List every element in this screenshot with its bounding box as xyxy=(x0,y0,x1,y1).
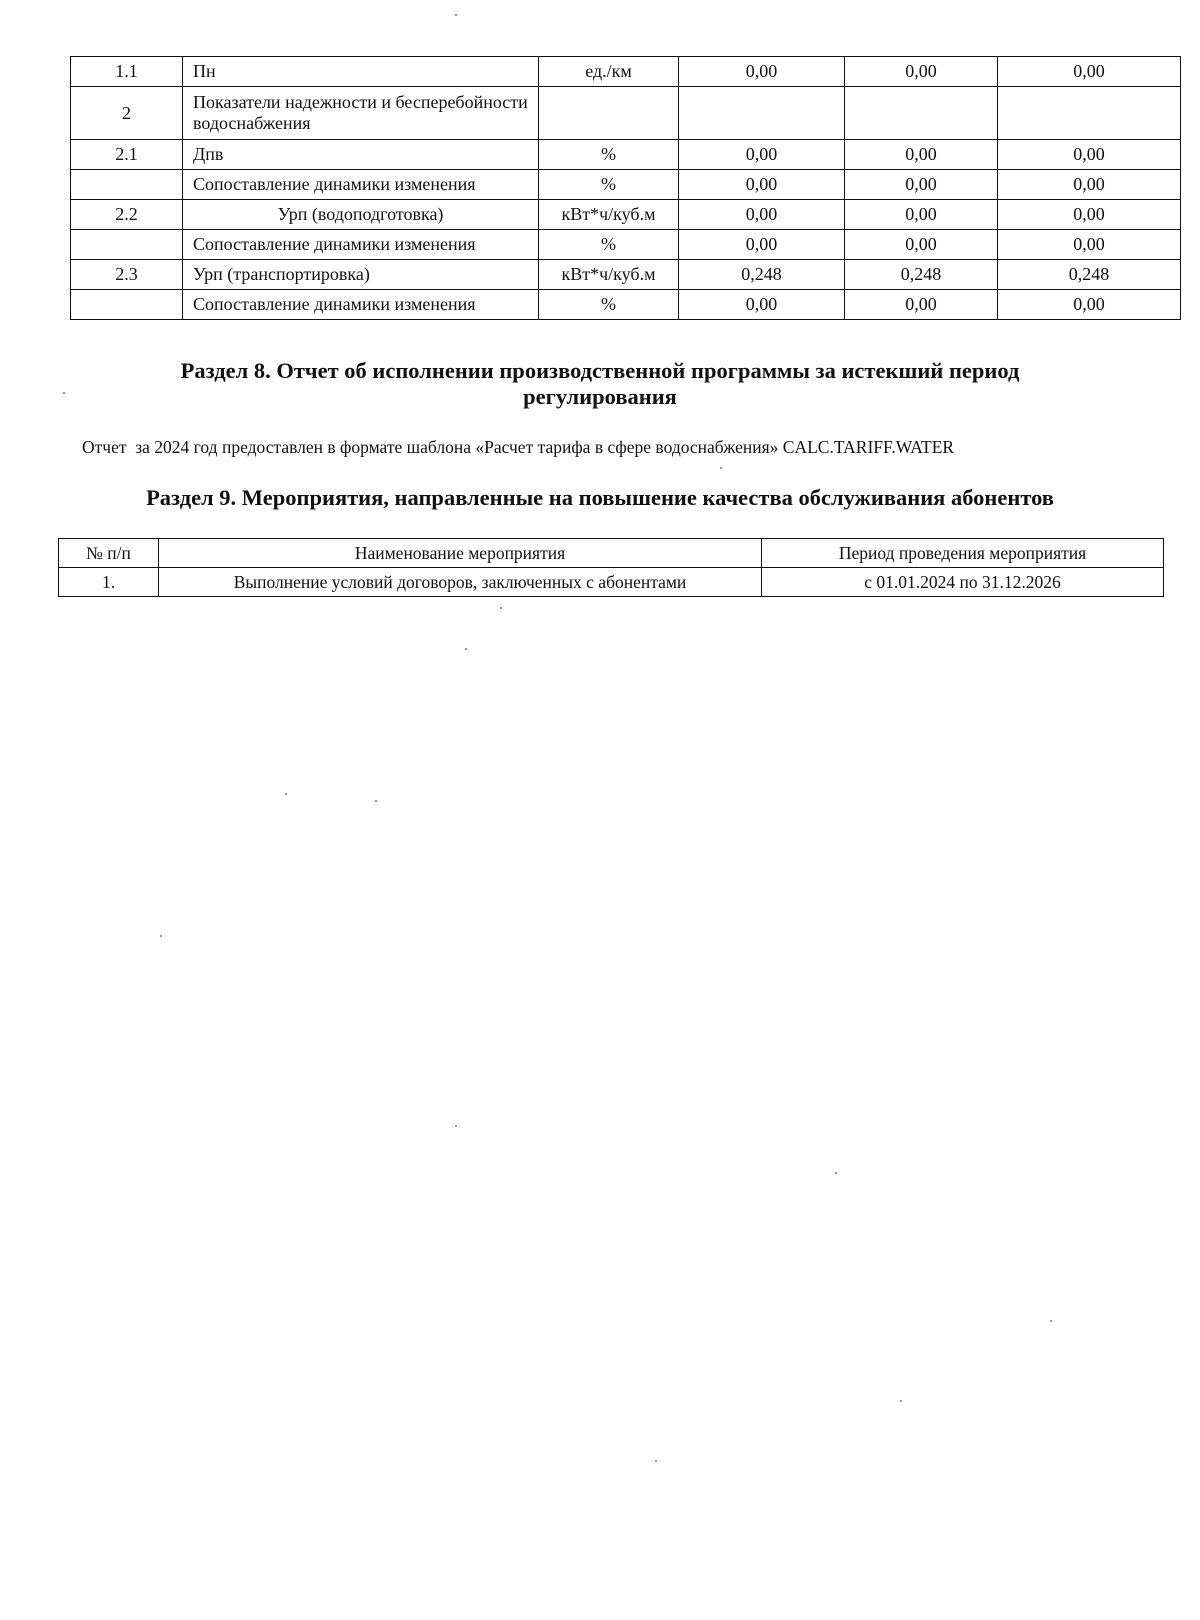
table-row xyxy=(71,87,1181,140)
row-number: 2.1 xyxy=(71,140,183,170)
event-name: Выполнение условий договоров, заключенных с абонентами xyxy=(159,568,762,597)
value-col-3: 0,00 xyxy=(998,230,1181,260)
scan-speck xyxy=(500,607,502,609)
section-8-title-line-2: регулирования xyxy=(523,384,677,409)
table-row xyxy=(71,170,1181,200)
table-row xyxy=(71,260,1181,290)
indicators-table xyxy=(70,56,1181,320)
value-col-1: 0,00 xyxy=(679,230,845,260)
section-8-title-line-1: Раздел 8. Отчет об исполнении производственной программы за истекший период xyxy=(180,358,1020,383)
header-num: № п/п xyxy=(59,539,159,568)
indicator-unit: % xyxy=(539,230,679,260)
scan-speck xyxy=(455,1125,457,1127)
table-row xyxy=(71,57,1181,87)
value-col-1: 0,00 xyxy=(679,200,845,230)
indicator-name: Урп (транспортировка) xyxy=(183,260,539,290)
page-edge-crop xyxy=(1182,0,1200,1620)
row-number xyxy=(71,290,183,320)
value-col-1: 0,00 xyxy=(679,140,845,170)
value-col-2: 0,00 xyxy=(845,57,998,87)
events-table xyxy=(58,538,1164,597)
value-col-2: 0,00 xyxy=(845,170,998,200)
header-name: Наименование мероприятия xyxy=(159,539,762,568)
scan-speck xyxy=(900,1400,902,1402)
value-col-2: 0,00 xyxy=(845,140,998,170)
value-col-3: 0,00 xyxy=(998,290,1181,320)
value-col-2: 0,00 xyxy=(845,290,998,320)
value-col-1: 0,248 xyxy=(679,260,845,290)
scan-speck xyxy=(1050,1320,1052,1322)
event-period: с 01.01.2024 по 31.12.2026 xyxy=(762,568,1164,597)
scan-speck xyxy=(835,1172,837,1174)
value-col-3 xyxy=(998,87,1181,140)
section-8-title xyxy=(100,358,1100,410)
scan-speck xyxy=(655,1460,657,1462)
table-row xyxy=(71,290,1181,320)
indicator-name: Урп (водоподготовка) xyxy=(183,200,539,230)
row-number: 2.2 xyxy=(71,200,183,230)
scan-speck xyxy=(465,648,467,650)
value-col-1: 0,00 xyxy=(679,170,845,200)
value-col-1: 0,00 xyxy=(679,57,845,87)
value-col-2: 0,00 xyxy=(845,200,998,230)
indicator-name: Сопоставление динамики изменения xyxy=(183,230,539,260)
table-header-row xyxy=(59,539,1164,568)
indicator-unit: % xyxy=(539,290,679,320)
table-row xyxy=(71,230,1181,260)
table-row xyxy=(71,200,1181,230)
scan-speck xyxy=(455,14,457,16)
table-row xyxy=(71,140,1181,170)
table-row xyxy=(59,568,1164,597)
indicator-name: Дпв xyxy=(183,140,539,170)
value-col-1 xyxy=(679,87,845,140)
indicator-unit xyxy=(539,87,679,140)
scan-speck xyxy=(720,467,722,469)
indicator-name: Показатели надежности и бесперебойности водоснабжения xyxy=(183,87,539,140)
indicator-unit: % xyxy=(539,170,679,200)
indicator-unit: кВт*ч/куб.м xyxy=(539,200,679,230)
value-col-1: 0,00 xyxy=(679,290,845,320)
row-number: 2 xyxy=(71,87,183,140)
row-number xyxy=(71,230,183,260)
row-number: 1.1 xyxy=(71,57,183,87)
value-col-2: 0,00 xyxy=(845,230,998,260)
row-number: 2.3 xyxy=(71,260,183,290)
indicator-name: Пн xyxy=(183,57,539,87)
value-col-3: 0,00 xyxy=(998,200,1181,230)
section-9-title: Раздел 9. Мероприятия, направленные на повышение качества обслуживания абонентов xyxy=(146,485,1054,510)
value-col-3: 0,00 xyxy=(998,140,1181,170)
value-col-3: 0,248 xyxy=(998,260,1181,290)
value-col-2 xyxy=(845,87,998,140)
value-col-3: 0,00 xyxy=(998,170,1181,200)
row-number xyxy=(71,170,183,200)
value-col-3: 0,00 xyxy=(998,57,1181,87)
indicator-unit: % xyxy=(539,140,679,170)
indicator-name: Сопоставление динамики изменения xyxy=(183,290,539,320)
indicator-name: Сопоставление динамики изменения xyxy=(183,170,539,200)
scan-speck xyxy=(285,793,287,795)
value-col-2: 0,248 xyxy=(845,260,998,290)
indicator-unit: кВт*ч/куб.м xyxy=(539,260,679,290)
indicator-unit: ед./км xyxy=(539,57,679,87)
scan-speck xyxy=(160,935,162,937)
scan-speck xyxy=(63,392,65,394)
event-number: 1. xyxy=(59,568,159,597)
section-8-note: Отчет за 2024 год предоставлен в формате шаблона «Расчет тарифа в сфере водоснабжения» CALC.TARIFF.WATER xyxy=(82,437,955,457)
header-period: Период проведения мероприятия xyxy=(762,539,1164,568)
scan-speck xyxy=(375,800,377,802)
